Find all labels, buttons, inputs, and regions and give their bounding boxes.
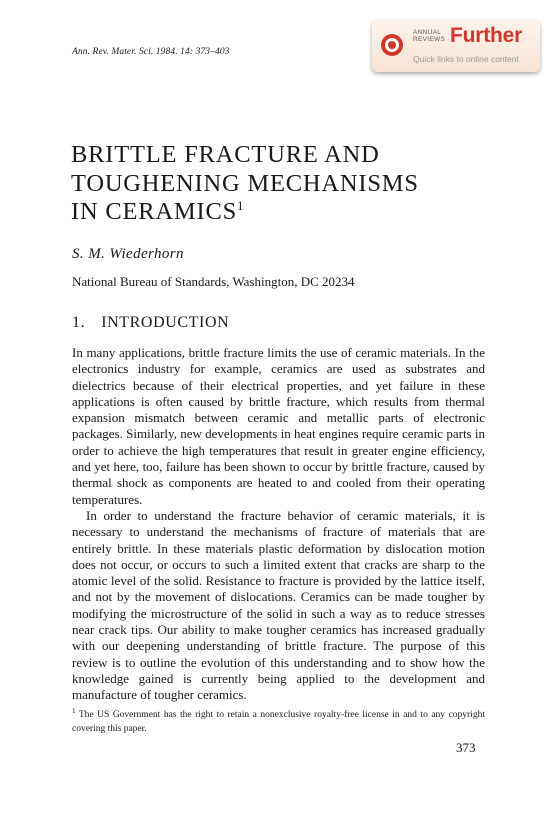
title-line-2: TOUGHENING MECHANISMS <box>71 169 419 197</box>
footnote <box>72 704 485 736</box>
footnote-mark: 1 <box>72 707 76 715</box>
journal-reference: Ann. Rev. Mater. Sci. 1984. 14: 373–403 <box>72 47 230 57</box>
paragraph-1: In many applications, brittle fracture limits the use of ceramic materials. In the electronics industry for example, ceramics are used as substrates and dielectrics because of their electrical properties, and yet failure in these applications is often caused by brittle fracture, which results from thermal expansion mismatch between ceramic and metallic parts of electronic packages. Similarly, new developments in heat engines require ceramic parts in order to achieve the high temperatures that result in greater engine efficiency, and yet here, too, failure has been shown to occur by brittle fracture, caused by thermal shock as components are heated to and cooled from their operating temperatures. <box>72 345 485 507</box>
further-badge-link[interactable] <box>372 20 540 72</box>
title-line-3: IN CERAMICS <box>71 198 238 225</box>
badge-subtitle: Quick links to online content <box>413 54 519 64</box>
article-title <box>71 141 419 227</box>
body-text <box>72 345 485 704</box>
badge-further-label: Further <box>450 24 523 47</box>
title-line-1: BRITTLE FRACTURE AND <box>71 141 380 168</box>
badge-publisher-label: ANNUAL REVIEWS <box>413 29 446 43</box>
author-affiliation: National Bureau of Standards, Washington, DC 20234 <box>72 274 355 289</box>
author-name: S. M. Wiederhorn <box>72 246 184 262</box>
title-footnote-mark[interactable]: 1 <box>237 197 244 213</box>
section-number: 1. <box>72 314 86 331</box>
section-title: INTRODUCTION <box>101 314 230 331</box>
annual-reviews-logo-icon <box>381 34 403 56</box>
footnote-text: The US Government has the right to retain a nonexclusive royalty-free license in and to any copyright covering this paper. <box>72 710 485 735</box>
paragraph-2: In order to understand the fracture behavior of ceramic materials, it is necessary to understand the mechanisms of fracture of materials that are entirely brittle. In these materials plastic deformation by dislocation motion does not occur, or occurs to such a limited extent that cracks are sharp to the atomic level of the solid. Resistance to fracture is provided by the lattice itself, and not by the movement of dislocations. Ceramics can be made tougher by modifying the microstructure of the solid in such a way as to reduce stresses near crack tips. Our ability to make tougher ceramics has increased gradually with our deepening understanding of brittle fracture. The purpose of this review is to outline the evolution of this understanding and to show how the knowledge gained is currently being applied to the development and manufacture of tougher ceramics. <box>72 507 485 703</box>
section-heading <box>72 314 229 332</box>
page-number: 373 <box>456 740 476 755</box>
